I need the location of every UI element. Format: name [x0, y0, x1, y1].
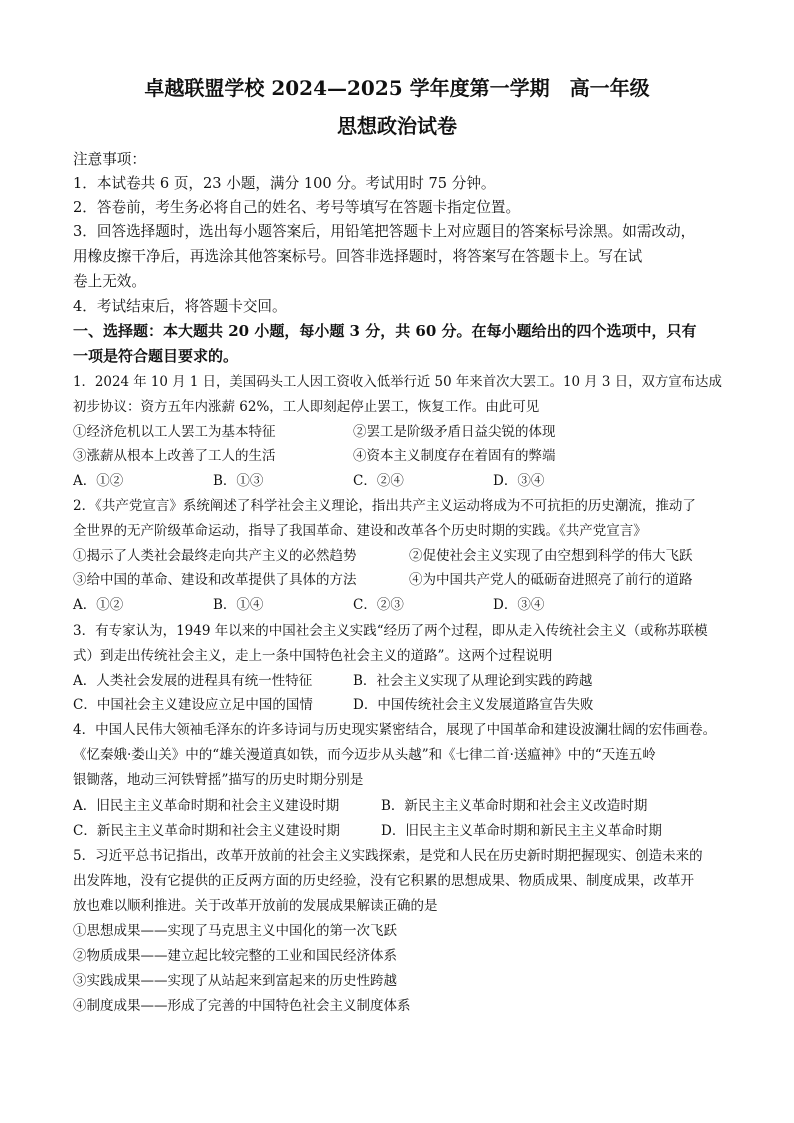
question-2-option-d: D．③④ — [493, 597, 545, 613]
question-3-stem: 式）到走出传统社会主义，走上一条中国特色社会主义的道路”。这两个过程说明 — [73, 648, 553, 664]
question-5-statement: ④制度成果——形成了完善的中国特色社会主义制度体系 — [73, 998, 411, 1014]
notice-item: 1．本试卷共 6 页，23 小题，满分 100 分。考试用时 75 分钟。 — [73, 175, 496, 192]
question-4-option-b: B．新民主主义革命时期和社会主义改造时期 — [381, 798, 648, 814]
question-2-option-c: C．②③ — [353, 597, 404, 613]
question-1-option-d: D．③④ — [493, 473, 545, 489]
question-3-option-b: B．社会主义实现了从理论到实践的跨越 — [353, 673, 593, 689]
question-2-statement: ④为中国共产党人的砥砺奋进照亮了前行的道路 — [409, 572, 693, 588]
question-1-stem: 1．2024 年 10 月 1 日，美国码头工人因工资收入低举行近 50 年来首次大罢工。10 月 3 日，双方宣布达成 — [73, 374, 722, 390]
question-5-statement: ①思想成果——实现了马克思主义中国化的第一次飞跃 — [73, 923, 397, 939]
question-4-stem: 4．中国人民伟大领袖毛泽东的许多诗词与历史现实紧密结合，展现了中国革命和建设波澜壮阔的宏伟画卷。 — [73, 722, 717, 738]
question-2-statement: ②促使社会主义实现了由空想到科学的伟大飞跃 — [409, 548, 693, 564]
notice-item: 卷上无效。 — [73, 273, 146, 290]
question-3-option-c: C．中国社会主义建设应立足中国的国情 — [73, 697, 313, 713]
question-5-statement: ③实践成果——实现了从站起来到富起来的历史性跨越 — [73, 973, 397, 989]
question-1-statement: ①经济危机以工人罢工为基本特征 — [73, 424, 276, 440]
question-2-option-a: A．①② — [73, 597, 124, 613]
question-1-option-c: C．②④ — [353, 473, 404, 489]
exam-subject: 思想政治试卷 — [337, 114, 457, 138]
question-2-stem: 2．《共产党宣言》系统阐述了科学社会主义理论，指出共产主义运动将成为不可抗拒的历史潮流，推动了 — [73, 498, 696, 514]
question-1-statement: ④资本主义制度存在着固有的弊端 — [353, 448, 556, 464]
notice-item: 用橡皮擦干净后，再选涂其他答案标号。回答非选择题时，将答案写在答题卡上。写在试 — [73, 248, 643, 265]
question-5-statement: ②物质成果——建立起比较完整的工业和国民经济体系 — [73, 948, 397, 964]
question-5-stem: 出发阵地，没有它提供的正反两方面的历史经验，没有它积累的思想成果、物质成果、制度成果，改革开 — [73, 873, 694, 889]
question-1-option-a: A．①② — [73, 473, 124, 489]
exam-title: 卓越联盟学校 2024—2025 学年度第一学期 高一年级 — [144, 76, 650, 100]
question-4-option-d: D．旧民主主义革命时期和新民主主义革命时期 — [381, 823, 662, 839]
question-1-stem: 初步协议：资方五年内涨薪 62%，工人即刻起停止罢工，恢复工作。由此可见 — [73, 399, 540, 415]
section-heading: 一、选择题：本大题共 20 小题，每小题 3 分，共 60 分。在每小题给出的四个选项中，只有 — [73, 322, 697, 340]
question-5-stem: 5．习近平总书记指出，改革开放前的社会主义实践探索，是党和人民在历史新时期把握现实、创造未来的 — [73, 848, 703, 864]
question-5-stem: 放也难以顺利推进。关于改革开放前的发展成果解读正确的是 — [73, 898, 438, 914]
question-3-stem: 3．有专家认为，1949 年以来的中国社会主义实践“经历了两个过程，即从走入传统社会主义（或称苏联模 — [73, 623, 708, 639]
section-heading: 一项是符合题目要求的。 — [73, 347, 239, 365]
question-4-stem: 《忆秦娥·娄山关》中的“雄关漫道真如铁，而今迈步从头越”和《七律二首·送瘟神》中的“天连五岭 — [73, 747, 656, 763]
question-3-option-a: A．人类社会发展的进程具有统一性特征 — [73, 673, 313, 689]
question-1-statement: ②罢工是阶级矛盾日益尖锐的体现 — [353, 424, 556, 440]
question-3-option-d: D．中国传统社会主义发展道路宣告失败 — [353, 697, 594, 713]
question-2-statement: ①揭示了人类社会最终走向共产主义的必然趋势 — [73, 548, 357, 564]
question-2-stem: 全世界的无产阶级革命运动，指导了我国革命、建设和改革各个历史时期的实践。《共产党宣言》 — [73, 523, 647, 539]
question-1-statement: ③涨薪从根本上改善了工人的生活 — [73, 448, 276, 464]
notice-item: 2．答卷前，考生务必将自己的姓名、考号等填写在答题卡指定位置。 — [73, 199, 521, 216]
question-4-option-a: A．旧民主主义革命时期和社会主义建设时期 — [73, 798, 340, 814]
question-2-statement: ③给中国的革命、建设和改革提供了具体的方法 — [73, 572, 357, 588]
question-4-option-c: C．新民主主义革命时期和社会主义建设时期 — [73, 823, 340, 839]
notice-item: 4．考试结束后，将答题卡交回。 — [73, 298, 287, 315]
question-2-option-b: B．①④ — [213, 597, 264, 613]
question-4-stem: 银锄落，地动三河铁臂摇”描写的历史时期分别是 — [73, 772, 364, 788]
notice-item: 3．回答选择题时，选出每小题答案后，用铅笔把答题卡上对应题目的答案标号涂黑。如需改动， — [73, 223, 696, 240]
question-1-option-b: B．①③ — [213, 473, 264, 489]
notice-heading: 注意事项： — [73, 151, 146, 168]
